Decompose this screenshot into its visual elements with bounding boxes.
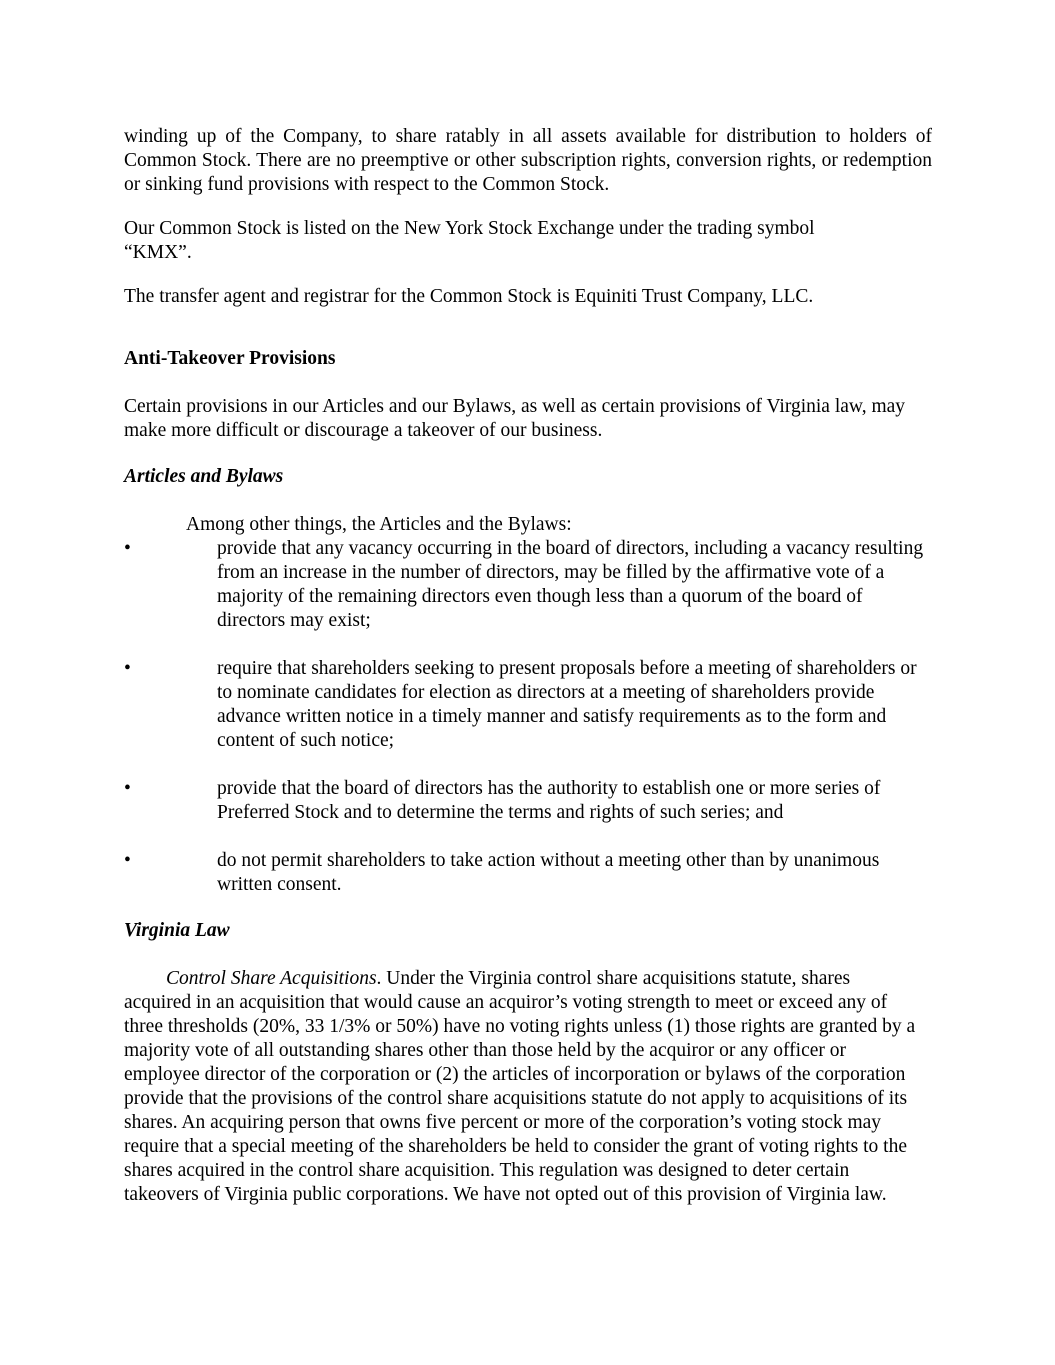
control-share-acquisitions-label: Control Share Acquisitions (166, 968, 377, 989)
bullet-icon: • (124, 658, 131, 679)
paragraph-anti-takeover-intro: Certain provisions in our Articles and our Bylaws, as well as certain provisions of Virginia law, may make more difficult or discourage a takeover of our business. (124, 396, 906, 441)
paragraph-articles-intro: Among other things, the Articles and the Bylaws: (186, 514, 572, 535)
paragraph-stock-listing: Our Common Stock is listed on the New York Stock Exchange under the trading symbol “KMX”. (124, 218, 815, 263)
paragraph-liquidation-rights: winding up of the Company, to share ratably in all assets available for distribution to holders of Common Stock. There are no preemptive or other subscription rights, conversion rights, or redemption or sinking fund provisions with respect to the Common Stock. (124, 126, 932, 195)
list-item (124, 537, 932, 633)
page-content (124, 125, 932, 1207)
bullet-icon: • (124, 850, 131, 871)
list-item (124, 657, 932, 753)
heading-anti-takeover: Anti-Takeover Provisions (124, 348, 336, 369)
heading-articles-bylaws: Articles and Bylaws (124, 466, 284, 487)
bullet-icon: • (124, 778, 131, 799)
heading-virginia-law: Virginia Law (124, 920, 230, 941)
list-item-text: provide that the board of directors has the authority to establish one or more series of Preferred Stock and to determine the terms and rights of such series; and (217, 778, 881, 823)
list-item-text: do not permit shareholders to take action without a meeting other than by unanimous written consent. (217, 850, 880, 895)
list-item-text: require that shareholders seeking to present proposals before a meeting of shareholders or to nominate candidates for election as directors at a meeting of shareholders provide advance written notice in a timely manner and satisfy requirements as to the form and content of such notice; (217, 658, 917, 751)
paragraph-control-share-acquisitions (124, 967, 919, 1207)
list-item-text: provide that any vacancy occurring in the board of directors, including a vacancy resulting from an increase in the number of directors, may be filled by the affirmative vote of a majority of the remaining directors even though less than a quorum of the board of directors may exist; (217, 538, 924, 631)
provisions-list (124, 537, 932, 897)
bullet-icon: • (124, 538, 131, 559)
list-item (124, 849, 932, 897)
control-share-acquisitions-text: . Under the Virginia control share acquisitions statute, shares acquired in an acquisition that would cause an acquiror’s voting strength to meet or exceed any of three thresholds (20%, 33 1/3% or 50%) have no voting rights unless (1) those rights are granted by a majority vote of all outstanding shares other than those held by the acquiror or any officer or employee director of the corporation or (2) the articles of incorporation or bylaws of the corporation provide that the provisions of the control share acquisitions statute do not apply to acquisitions of its shares. An acquiring person that owns five percent or more of the corporation’s voting stock may require that a special meeting of the shareholders be held to consider the grant of voting rights to the shares acquired in the control share acquisition. This regulation was designed to deter certain takeovers of Virginia public corporations. We have not opted out of this provision of Virginia law. (124, 968, 916, 1205)
paragraph-transfer-agent: The transfer agent and registrar for the Common Stock is Equiniti Trust Company, LLC. (124, 286, 814, 307)
list-item (124, 777, 932, 825)
